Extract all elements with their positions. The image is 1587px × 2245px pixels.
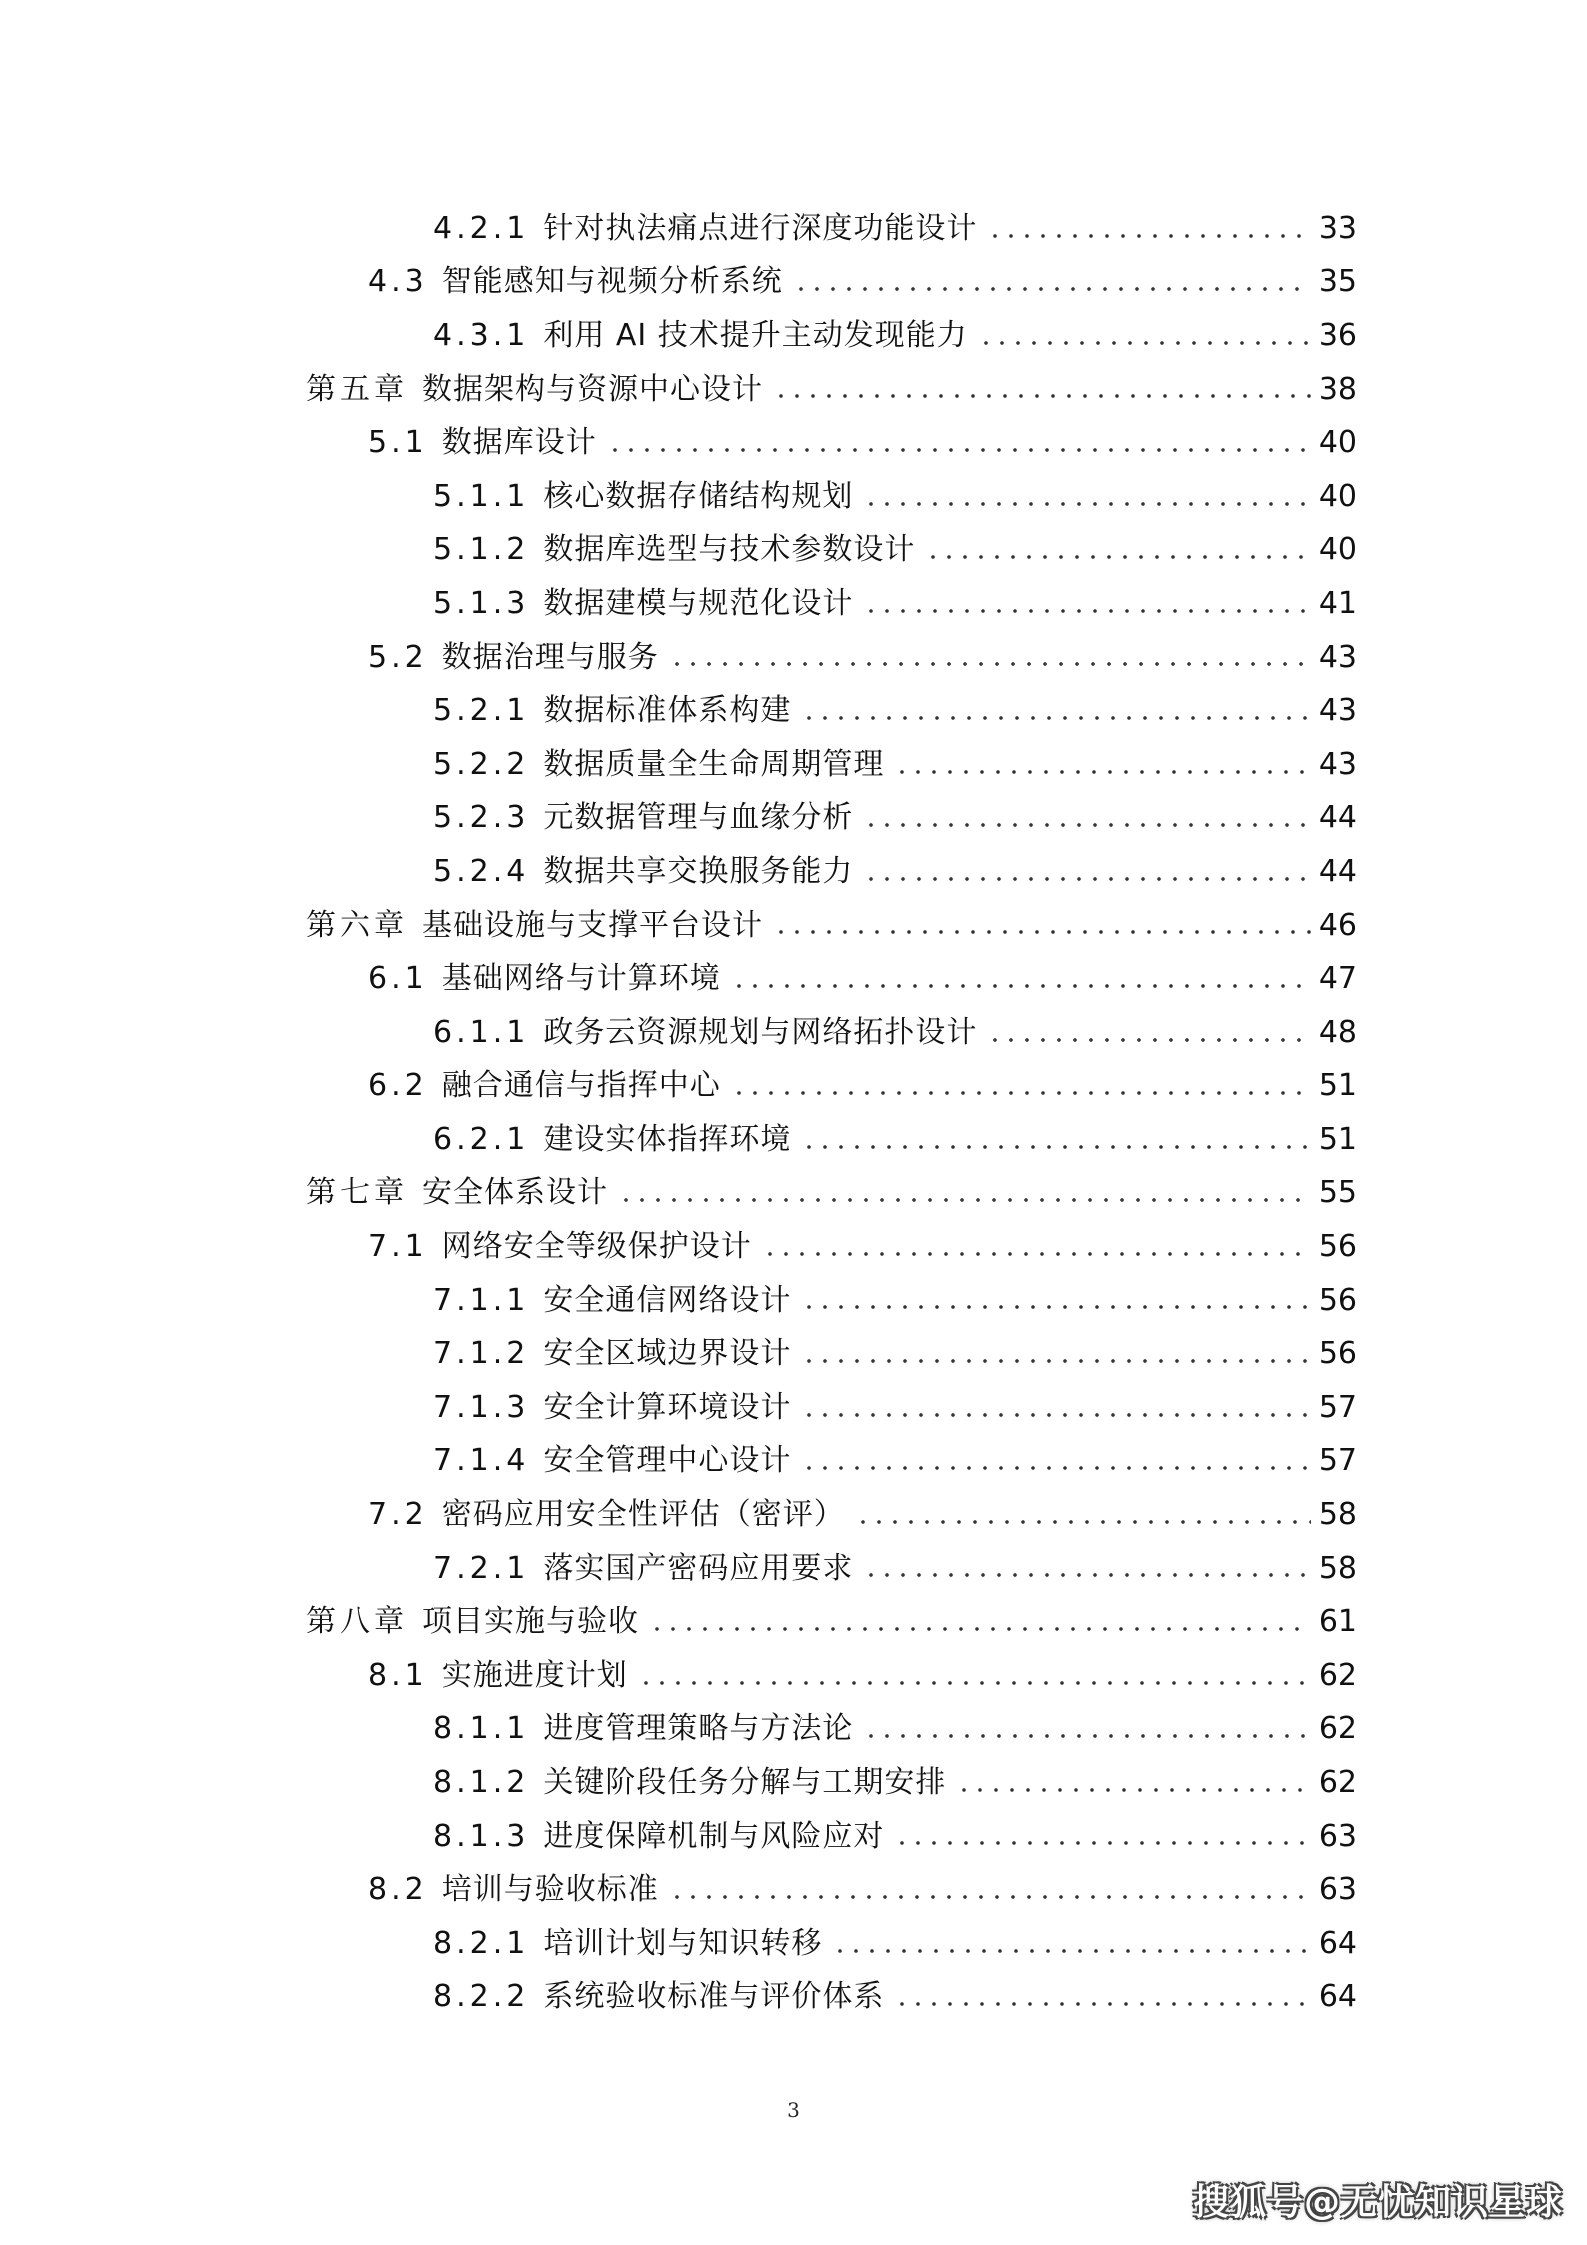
dot-leader xyxy=(863,607,1310,615)
toc-entry[interactable] xyxy=(0,792,1587,846)
toc-entry-number: 7.2.1 xyxy=(433,1550,530,1586)
toc-entry-page: 44 xyxy=(1318,853,1357,889)
toc-entry-number: 6.2.1 xyxy=(433,1121,530,1157)
toc-entry-page: 33 xyxy=(1318,210,1357,246)
dot-leader xyxy=(607,446,1311,454)
toc-entry-number: 4.3.1 xyxy=(433,317,530,353)
dot-leader xyxy=(863,875,1310,883)
toc-entry-number: 4.3 xyxy=(368,264,428,300)
toc-entry-number: 7.2 xyxy=(368,1497,428,1533)
toc-entry-page: 40 xyxy=(1318,478,1357,514)
toc-entry-page: 62 xyxy=(1318,1657,1357,1693)
dot-leader xyxy=(855,1518,1311,1526)
toc-entry-page: 56 xyxy=(1318,1282,1357,1318)
toc-entry-title: 进度保障机制与风险应对 xyxy=(543,1818,885,1854)
toc-entry[interactable] xyxy=(0,1810,1587,1864)
table-of-contents xyxy=(0,202,1587,2024)
dot-leader xyxy=(618,1196,1311,1204)
toc-entry[interactable] xyxy=(0,470,1587,524)
toc-entry-number: 8.2 xyxy=(368,1872,428,1908)
dot-leader xyxy=(894,2000,1310,2008)
toc-entry-page: 46 xyxy=(1318,907,1357,943)
toc-entry[interactable] xyxy=(0,1703,1587,1757)
toc-entry-title: 数据架构与资源中心设计 xyxy=(422,371,763,407)
toc-entry[interactable] xyxy=(0,1542,1587,1596)
toc-entry-title: 数据库设计 xyxy=(441,425,597,461)
toc-entry-page: 56 xyxy=(1318,1229,1357,1265)
dot-leader xyxy=(649,1625,1311,1633)
toc-entry-title: 关键阶段任务分解与工期安排 xyxy=(543,1765,947,1801)
toc-entry-page: 55 xyxy=(1318,1175,1357,1211)
dot-leader xyxy=(762,1250,1311,1258)
toc-entry[interactable] xyxy=(0,202,1587,256)
toc-entry-title: 元数据管理与血缘分析 xyxy=(543,800,854,836)
toc-entry[interactable] xyxy=(0,952,1587,1006)
toc-entry-title: 建设实体指挥环境 xyxy=(543,1121,792,1157)
dot-leader xyxy=(987,232,1310,240)
toc-entry-number: 5.2.1 xyxy=(433,693,530,729)
page-number: 3 xyxy=(787,2098,800,2122)
toc-entry-title: 数据标准体系构建 xyxy=(543,693,792,729)
toc-entry-title: 系统验收标准与评价体系 xyxy=(543,1979,885,2015)
toc-entry[interactable] xyxy=(0,1435,1587,1489)
toc-entry-page: 35 xyxy=(1318,264,1357,300)
toc-entry-number: 8.1.1 xyxy=(433,1711,530,1747)
dot-leader xyxy=(638,1679,1311,1687)
toc-entry-page: 43 xyxy=(1318,639,1357,675)
toc-entry-title: 安全体系设计 xyxy=(422,1175,608,1211)
dot-leader xyxy=(832,1947,1310,1955)
dot-leader xyxy=(894,768,1310,776)
dot-leader xyxy=(978,339,1311,347)
toc-entry-number: 5.2.2 xyxy=(433,746,530,782)
toc-entry-number: 5.1.1 xyxy=(433,478,530,514)
toc-entry[interactable] xyxy=(0,1113,1587,1167)
toc-entry[interactable] xyxy=(0,309,1587,363)
toc-entry[interactable] xyxy=(0,256,1587,310)
dot-leader xyxy=(801,714,1310,722)
toc-entry[interactable] xyxy=(0,1756,1587,1810)
toc-entry-title: 安全区域边界设计 xyxy=(543,1336,792,1372)
toc-entry-number: 5.2 xyxy=(368,639,428,675)
dot-leader xyxy=(773,928,1311,936)
toc-entry-page: 56 xyxy=(1318,1336,1357,1372)
toc-entry-page: 63 xyxy=(1318,1818,1357,1854)
toc-entry-title: 针对执法痛点进行深度功能设计 xyxy=(543,210,978,246)
dot-leader xyxy=(801,1411,1310,1419)
watermark: 搜狐号@无忧知识星球 xyxy=(1192,2182,1563,2223)
toc-entry-page: 62 xyxy=(1318,1711,1357,1747)
toc-entry-page: 36 xyxy=(1318,317,1357,353)
toc-entry-title: 实施进度计划 xyxy=(441,1657,628,1693)
toc-entry-title: 网络安全等级保护设计 xyxy=(441,1229,752,1265)
toc-entry-title: 安全计算环境设计 xyxy=(543,1389,792,1425)
toc-entry[interactable] xyxy=(0,684,1587,738)
toc-entry-number: 5.1.2 xyxy=(433,532,530,568)
toc-entry-number: 5.1.3 xyxy=(433,585,530,621)
dot-leader xyxy=(669,1893,1311,1901)
toc-entry[interactable] xyxy=(0,631,1587,685)
dot-leader xyxy=(731,982,1311,990)
toc-entry-number: 7.1 xyxy=(368,1229,428,1265)
toc-entry-page: 64 xyxy=(1318,1925,1357,1961)
dot-leader xyxy=(863,1732,1310,1740)
toc-entry-page: 57 xyxy=(1318,1389,1357,1425)
toc-entry-page: 44 xyxy=(1318,800,1357,836)
toc-entry-title: 安全通信网络设计 xyxy=(543,1282,792,1318)
toc-entry[interactable] xyxy=(0,845,1587,899)
toc-entry-number: 7.1.4 xyxy=(433,1443,530,1479)
dot-leader xyxy=(987,1036,1310,1044)
toc-entry[interactable] xyxy=(0,1220,1587,1274)
toc-entry-title: 基础设施与支撑平台设计 xyxy=(422,907,763,943)
toc-entry-page: 40 xyxy=(1318,425,1357,461)
toc-entry-title: 培训计划与知识转移 xyxy=(543,1925,823,1961)
toc-entry-title: 数据质量全生命周期管理 xyxy=(543,746,885,782)
toc-entry[interactable] xyxy=(0,899,1587,953)
toc-entry-title: 项目实施与验收 xyxy=(422,1604,639,1640)
toc-entry-page: 58 xyxy=(1318,1497,1357,1533)
toc-entry-title: 密码应用安全性评估（密评） xyxy=(441,1497,845,1533)
dot-leader xyxy=(925,553,1310,561)
toc-entry-number: 7.1.1 xyxy=(433,1282,530,1318)
toc-entry-title: 数据建模与规范化设计 xyxy=(543,585,854,621)
toc-entry-title: 核心数据存储结构规划 xyxy=(543,478,854,514)
toc-entry-number: 7.1.3 xyxy=(433,1389,530,1425)
toc-entry-page: 47 xyxy=(1318,961,1357,997)
toc-entry-page: 43 xyxy=(1318,746,1357,782)
toc-entry-title: 数据库选型与技术参数设计 xyxy=(543,532,916,568)
toc-entry-page: 62 xyxy=(1318,1765,1357,1801)
dot-leader xyxy=(863,500,1310,508)
dot-leader xyxy=(863,821,1310,829)
dot-leader xyxy=(863,1571,1310,1579)
toc-entry[interactable] xyxy=(0,363,1587,417)
toc-entry-page: 64 xyxy=(1318,1979,1357,2015)
toc-entry-number: 5.1 xyxy=(368,425,428,461)
toc-entry-number: 6.1.1 xyxy=(433,1014,530,1050)
toc-entry-number: 8.2.2 xyxy=(433,1979,530,2015)
toc-entry-number: 第六章 xyxy=(306,907,408,943)
toc-entry-title: 安全管理中心设计 xyxy=(543,1443,792,1479)
toc-entry[interactable] xyxy=(0,1327,1587,1381)
toc-entry-number: 第八章 xyxy=(306,1604,408,1640)
toc-entry[interactable] xyxy=(0,1917,1587,1971)
toc-entry-number: 6.2 xyxy=(368,1068,428,1104)
toc-entry[interactable] xyxy=(0,1167,1587,1221)
dot-leader xyxy=(956,1786,1310,1794)
toc-entry[interactable] xyxy=(0,416,1587,470)
dot-leader xyxy=(801,1143,1310,1151)
toc-entry-number: 第五章 xyxy=(306,371,408,407)
toc-entry[interactable] xyxy=(0,1863,1587,1917)
toc-entry-number: 第七章 xyxy=(306,1175,408,1211)
dot-leader xyxy=(801,1303,1310,1311)
toc-entry[interactable] xyxy=(0,524,1587,578)
dot-leader xyxy=(894,1839,1310,1847)
toc-entry[interactable] xyxy=(0,1488,1587,1542)
toc-entry-number: 8.1 xyxy=(368,1657,428,1693)
toc-entry[interactable] xyxy=(0,1060,1587,1114)
toc-entry-number: 8.1.2 xyxy=(433,1765,530,1801)
toc-entry-title: 进度管理策略与方法论 xyxy=(543,1711,854,1747)
toc-entry[interactable] xyxy=(0,577,1587,631)
toc-entry-page: 48 xyxy=(1318,1014,1357,1050)
toc-entry[interactable] xyxy=(0,1971,1587,2025)
toc-entry-page: 63 xyxy=(1318,1872,1357,1908)
toc-entry-number: 6.1 xyxy=(368,961,428,997)
toc-entry[interactable] xyxy=(0,1381,1587,1435)
dot-leader xyxy=(793,285,1311,293)
toc-entry-number: 7.1.2 xyxy=(433,1336,530,1372)
toc-entry-page: 57 xyxy=(1318,1443,1357,1479)
toc-entry-page: 40 xyxy=(1318,532,1357,568)
toc-entry-number: 5.2.3 xyxy=(433,800,530,836)
toc-entry[interactable] xyxy=(0,1006,1587,1060)
toc-entry-number: 5.2.4 xyxy=(433,853,530,889)
toc-entry-title: 数据共享交换服务能力 xyxy=(543,853,854,889)
dot-leader xyxy=(731,1089,1311,1097)
toc-entry[interactable] xyxy=(0,1649,1587,1703)
toc-entry-page: 38 xyxy=(1318,371,1357,407)
toc-entry-title: 数据治理与服务 xyxy=(441,639,659,675)
toc-entry[interactable] xyxy=(0,1274,1587,1328)
toc-entry-page: 51 xyxy=(1318,1068,1357,1104)
toc-entry-title: 落实国产密码应用要求 xyxy=(543,1550,854,1586)
toc-entry-page: 61 xyxy=(1318,1604,1357,1640)
dot-leader xyxy=(773,392,1311,400)
dot-leader xyxy=(801,1357,1310,1365)
dot-leader xyxy=(669,660,1311,668)
toc-entry-title: 基础网络与计算环境 xyxy=(441,961,721,997)
toc-entry-number: 4.2.1 xyxy=(433,210,530,246)
toc-entry-title: 利用 AI 技术提升主动发现能力 xyxy=(543,317,968,353)
toc-entry-page: 41 xyxy=(1318,585,1357,621)
toc-entry-title: 培训与验收标准 xyxy=(441,1872,659,1908)
toc-entry-title: 政务云资源规划与网络拓扑设计 xyxy=(543,1014,978,1050)
toc-entry[interactable] xyxy=(0,738,1587,792)
toc-entry[interactable] xyxy=(0,1595,1587,1649)
toc-entry-number: 8.2.1 xyxy=(433,1925,530,1961)
toc-entry-page: 51 xyxy=(1318,1121,1357,1157)
toc-entry-page: 58 xyxy=(1318,1550,1357,1586)
toc-entry-page: 43 xyxy=(1318,693,1357,729)
toc-entry-title: 智能感知与视频分析系统 xyxy=(441,264,783,300)
toc-entry-number: 8.1.3 xyxy=(433,1818,530,1854)
dot-leader xyxy=(801,1464,1310,1472)
toc-entry-title: 融合通信与指挥中心 xyxy=(441,1068,721,1104)
